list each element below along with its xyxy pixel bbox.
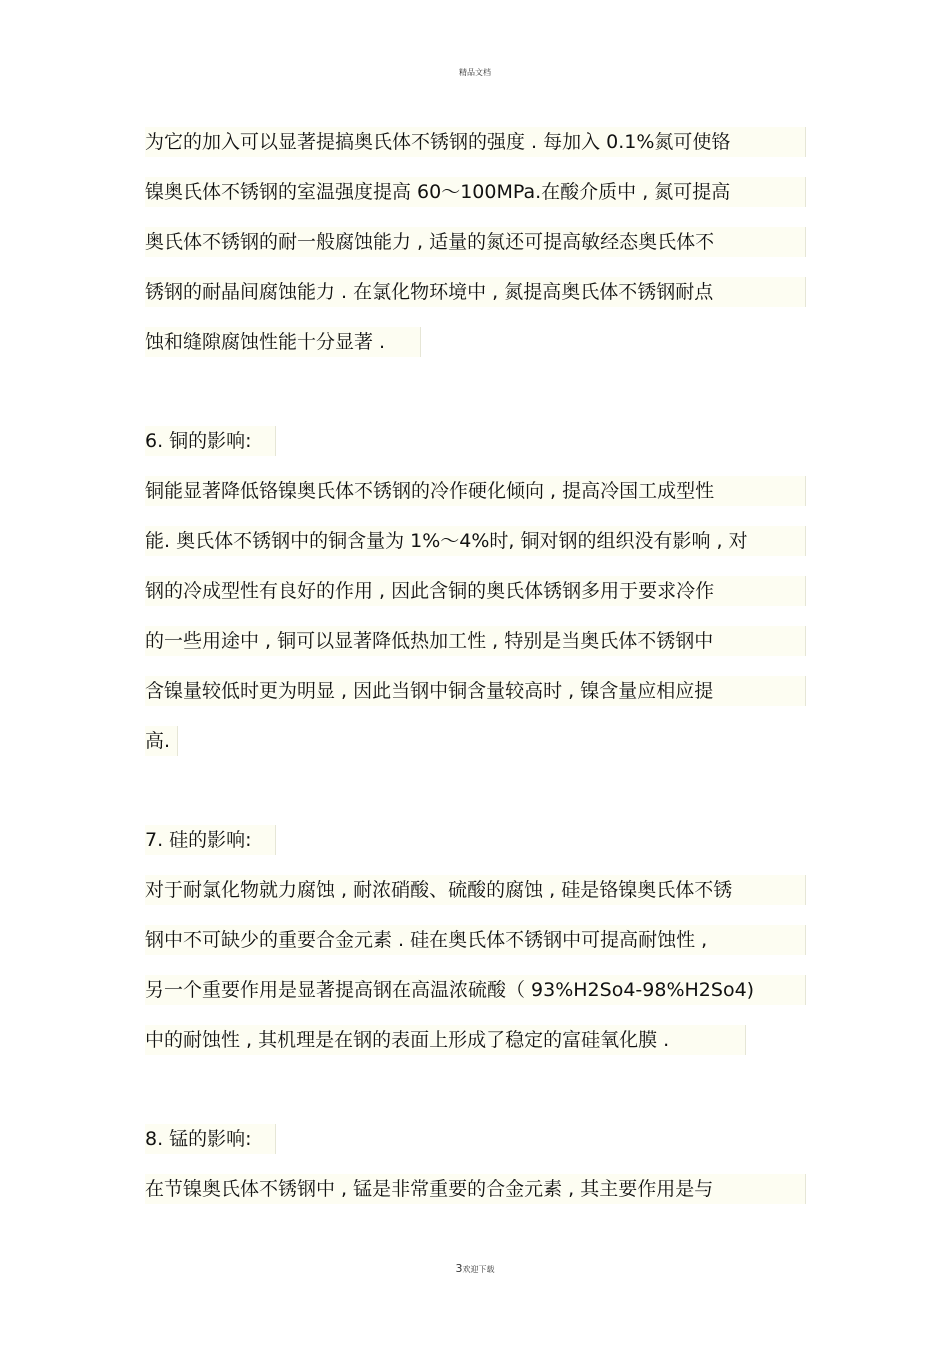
- text-line: 高.: [145, 726, 178, 756]
- section-heading: 8. 锰的影响:: [145, 1124, 276, 1154]
- text-line: 为它的加入可以显著提搞奥氏体不锈钢的强度 . 每加入 0.1%氮可使铬: [145, 127, 806, 157]
- footer-text: 欢迎下载: [462, 1265, 495, 1274]
- text-line: 奥氏体不锈钢的耐一般腐蚀能力 , 适量的氮还可提高敏经态奥氏体不: [145, 227, 806, 257]
- page-header: 精品文档: [459, 68, 491, 77]
- text-line: 在节镍奥氏体不锈钢中 , 锰是非常重要的合金元素 , 其主要作用是与: [145, 1174, 806, 1204]
- text-line: 锈钢的耐晶间腐蚀能力 . 在氯化物环境中 , 氮提高奥氏体不锈钢耐点: [145, 277, 806, 307]
- page-number: 3: [455, 1262, 463, 1275]
- text-line: 钢的冷成型性有良好的作用 , 因此含铜的奥氏体锈钢多用于要求冷作: [145, 576, 806, 606]
- text-line: 能. 奥氏体不锈钢中的铜含量为 1%～4%时, 铜对钢的组织没有影响 , 对: [145, 526, 806, 556]
- section-heading: 6. 铜的影响:: [145, 426, 276, 456]
- text-line: 铜能显著降低铬镍奥氏体不锈钢的冷作硬化倾向 , 提高冷国工成型性: [145, 476, 806, 506]
- text-line: 对于耐氯化物就力腐蚀 , 耐浓硝酸、硫酸的腐蚀 , 硅是铬镍奥氏体不锈: [145, 875, 806, 905]
- text-line: 蚀和缝隙腐蚀性能十分显著 .: [145, 327, 421, 357]
- text-line: 钢中不可缺少的重要合金元素 . 硅在奥氏体不锈钢中可提高耐蚀性 ,: [145, 925, 806, 955]
- section-heading: 7. 硅的影响:: [145, 825, 276, 855]
- text-line: 另一个重要作用是显著提高钢在高温浓硫酸（ 93%H2So4-98%H2So4): [145, 975, 806, 1005]
- text-line: 镍奥氏体不锈钢的室温强度提高 60～100MPa.在酸介质中 , 氮可提高: [145, 177, 806, 207]
- text-line: 中的耐蚀性 , 其机理是在钢的表面上形成了稳定的富硅氧化膜 .: [145, 1025, 746, 1055]
- page-footer: [0, 1262, 950, 1275]
- text-line: 的一些用途中 , 铜可以显著降低热加工性 , 特别是当奥氏体不锈钢中: [145, 626, 806, 656]
- text-line: 含镍量较低时更为明显 , 因此当钢中铜含量较高时 , 镍含量应相应提: [145, 676, 806, 706]
